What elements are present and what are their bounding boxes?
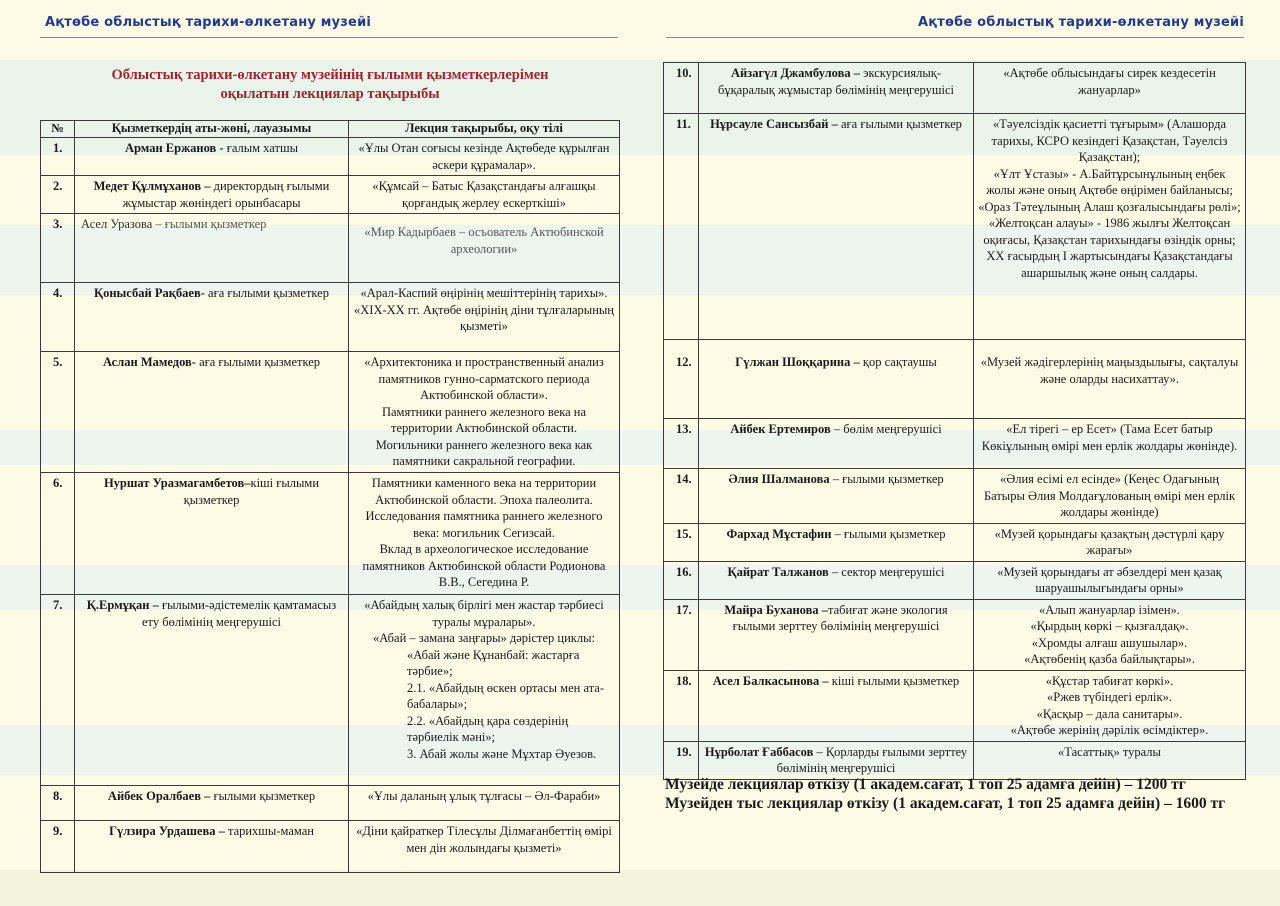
header-divider	[666, 37, 1244, 38]
table-row: 14. Әлия Шалманова – ғылыми қызметкер «Әлия есімі ел есінде» (Кеңес Одағының Батыры Әлия Молдағұлованың өмірі мен ерлік жолдары жөнінде)	[664, 469, 1246, 524]
table-row: 11. Нұрсауле Сансызбай – аға ғылыми қызметкер «Тәуелсіздік қасиетті тұғырым» (Алашорда тарихы, КСРО кезіндегі Қазақстан, Тәуелсіз Қазақстан); «Ұлт Ұстазы» - А.Байтұрсынұлының еңбек жолы және оның Ақтөбе өңірімен байланысы; «Ораз Тәтеұлының Алаш қозғалысындағы рөлі»; «Желтоқсан алауы» - 1986 жылғы Желтоқсан оқиғасы, Қазақстан тарихындағы өзіндік орны; XX ғасырдың І жартысындағы Қазақстандағы ашаршылық және оның салдары.	[664, 114, 1246, 340]
table-row: 13. Айбек Ертемиров – бөлім меңгерушісі «Ел тірегі – ер Есет» (Тама Есет батыр Көкіұлының өмірі мен ерлік жолдары жөнінде).	[664, 419, 1246, 469]
table-row: 15. Фархад Мұстафин – ғылыми қызметкер «Музей қорындағы қазақтың дәстүрлі қару жарағы»	[664, 523, 1246, 561]
table-row: 9. Гүлзира Урдашева – тарихшы-маман «Діни қайраткер Тілесұлы Ділмағанбеттің өмірі мен дін жолындағы қызметі»	[41, 821, 620, 873]
table-row: 6. Нуршат Уразмагамбетов–кіші ғылыми қызметкер Памятники каменного века на территории Актюбинской области. Эпоха палеолита. Исследования памятника раннего железного века: могильник Сегизсай. Вклад в археологическое исследование памятников Актюбинской области Родионова В.В., Сегедина Р.	[41, 473, 620, 595]
table-row: 8. Айбек Оралбаев – ғылыми қызметкер «Ұлы даланың ұлық тұлғасы – Әл-Фараби»	[41, 786, 620, 821]
table-row: 2. Медет Құлмұханов – директордың ғылыми жұмыстар жөніндегі орынбасары «Құмсай – Батыс Қазақстандағы алғашқы қорғандық жерлеу ескерткіші»	[41, 176, 620, 214]
document-title: Облыстық тарихи-өлкетану музейінің ғылыми қызметкерлерімен оқылатын лекциялар тақырыбы	[111, 67, 549, 102]
table-row: 18. Асел Балкасынова – кіші ғылыми қызметкер «Құстар табиғат көркі». «Ржев түбіндегі ерлік». «Қасқыр – дала санитары». «Ақтөбе жерінің дәрілік өсімдіктер».	[664, 670, 1246, 741]
price-in-museum: Музейде лекциялар өткізу (1 академ.сағат, 1 топ 25 адамға дейін) – 1200 тг	[665, 776, 1186, 793]
header-divider	[40, 37, 618, 38]
table-row: 12. Гүлжан Шоққарина – қор сақтаушы «Музей жәдігерлерінің маңыздылығы, сақталуы және оларды насихаттау».	[664, 340, 1246, 419]
table-row: 17. Майра Буханова –табиғат және экология ғылыми зерттеу бөлімінің меңгерушісі «Алып жануарлар ізімен». «Қырдың көркі – қызғалдақ». «Хромды алғаш ашушылар». «Ақтөбенің қазба байлықтары».	[664, 599, 1246, 670]
right-page	[640, 0, 1280, 906]
lectures-table-left	[40, 120, 620, 873]
museum-header: Ақтөбе облыстық тарихи-өлкетану музейі	[45, 15, 372, 30]
table-header-row	[41, 121, 620, 138]
table-row: 5. Аслан Мамедов- аға ғылыми қызметкер «Архитектоника и пространственный анализ памятников гунно-сарматского периода Актюбинской области». Памятники раннего железного века на территории Актюбинской области. Могильники раннего железного века как памятники сакральной географии.	[41, 352, 620, 473]
table-row: 10. Айзагүл Джамбулова – экскурсиялық-бұқаралық жұмыстар бөлімінің меңгерушісі «Ақтөбе облысындағы сирек кездесетін жануарлар»	[664, 63, 1246, 114]
lectures-table-right	[663, 62, 1246, 780]
table-row: 3. Асел Уразова – ғылыми қызметкер «Мир Кадырбаев – осъователь Актюбинской археологии»	[41, 214, 620, 283]
col-lecture-header: Лекция тақырыбы, оқу тілі	[349, 121, 620, 138]
table-row: 16. Қайрат Талжанов – сектор меңгерушісі «Музей қорындағы ат әбзелдері мен қазақ шаруашылығындағы орны»	[664, 561, 1246, 599]
col-num-header: №	[41, 121, 75, 138]
table-row: 19. Нұрболат Ғаббасов – Қорларды ғылыми зерттеу бөлімінің меңгерушісі «Тасаттық» туралы	[664, 741, 1246, 779]
museum-header: Ақтөбе облыстық тарихи-өлкетану музейі	[917, 15, 1244, 30]
table-row: 1. Арман Ержанов - ғалым хатшы «Ұлы Отан соғысы кезінде Ақтөбеде құрылған әскери құрамалар».	[41, 138, 620, 176]
table-row: 4. Қонысбай Рақбаев- аға ғылыми қызметкер «Арал-Каспий өңірінің мешіттерінің тарихы». «XIX-XX гг. Ақтөбе өңірінің діни тұлғаларының қызметі»	[41, 283, 620, 352]
price-outside-museum: Музейден тыс лекциялар өткізу (1 академ.сағат, 1 топ 25 адамға дейін) – 1600 тг	[665, 795, 1226, 812]
table-row: 7. Қ.Ермұқан – ғылыми-әдістемелік қамтамасыз ету бөлімінің меңгерушісі «Абайдың халық бірлігі мен жастар тәрбиесі туралы мұралары». «Абай – замана заңғары» дәрістер циклы: «Абай және Құнанбай: жастарға тәрбие»; 2.1. «Абайдың өскен ортасы мен ата-бабалары»; 2.2. «Абайдың қара сөздерінің тәрбиелік мәні»; 3. Абай жолы және Мұхтар Әуезов.	[41, 595, 620, 786]
col-name-header: Қызметкердің аты-жөні, лауазымы	[75, 121, 349, 138]
